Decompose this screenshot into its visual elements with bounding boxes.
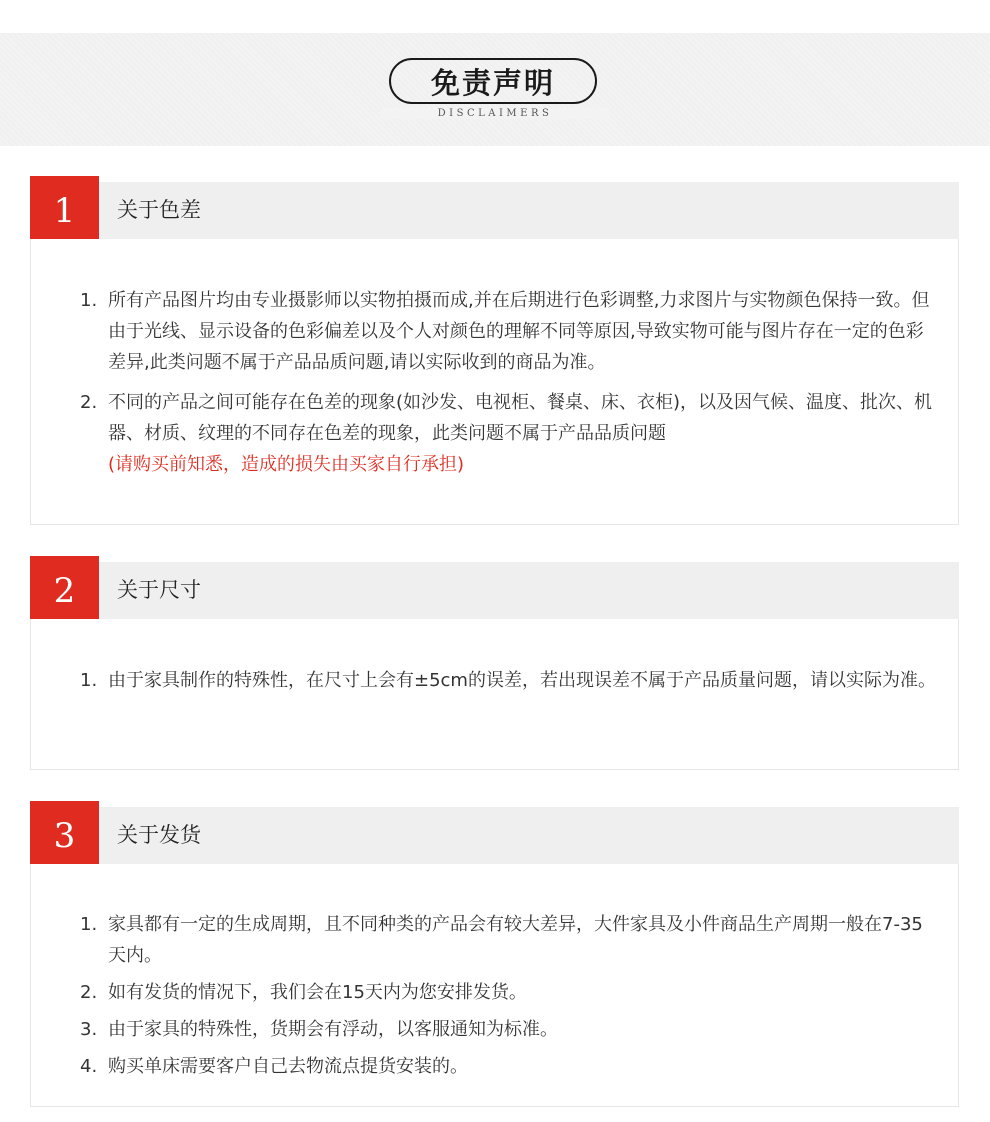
section-number-badge: 3	[30, 801, 99, 870]
purchase-warning-note: (请购买前知悉，造成的损失由买家自行承担)	[108, 454, 465, 475]
section-body	[30, 239, 959, 525]
section-title: 关于色差	[117, 198, 201, 222]
item-list	[80, 285, 940, 480]
section-shipping	[30, 801, 959, 1107]
list-item: 3. 由于家具的特殊性，货期会有浮动，以客服通知为标准。	[80, 1019, 558, 1040]
section-title: 关于尺寸	[117, 578, 201, 602]
page-title: 免责声明	[389, 58, 597, 104]
list-item: 2. 不同的产品之间可能存在色差的现象(如沙发、电视柜、餐桌、床、衣柜)，以及因气候、温度、批次、机器、材质、纹理的不同存在色差的现象，此类问题不属于产品品质问题 (请购买前知悉，造成的损失由买家自行承担)	[80, 392, 933, 475]
section-color-difference	[30, 176, 959, 525]
list-item: 1. 所有产品图片均由专业摄影师以实物拍摄而成,并在后期进行色彩调整,力求图片与实物颜色保持一致。但由于光线、显示设备的色彩偏差以及个人对颜色的理解不同等原因,导致实物可能与图片存在一定的色彩差异,此类问题不属于产品品质问题,请以实际收到的商品为准。	[80, 290, 930, 373]
section-body	[30, 864, 959, 1107]
section-title: 关于发货	[117, 823, 201, 847]
item-list	[80, 665, 940, 696]
section-number-badge: 1	[30, 176, 99, 245]
page-subtitle: DISCLAIMERS	[380, 108, 610, 119]
list-item: 4. 购买单床需要客户自己去物流点提货安装的。	[80, 1056, 468, 1077]
item-list	[80, 909, 940, 1082]
list-item: 1. 由于家具制作的特殊性，在尺寸上会有±5cm的误差，若出现误差不属于产品质量问题，请以实际为准。	[80, 670, 936, 691]
list-item: 2. 如有发货的情况下，我们会在15天内为您安排发货。	[80, 982, 527, 1003]
section-size	[30, 556, 959, 770]
section-header	[30, 801, 959, 870]
section-header	[30, 176, 959, 245]
section-body	[30, 619, 959, 770]
header-banner	[0, 33, 990, 146]
section-number-badge: 2	[30, 556, 99, 625]
list-item: 1. 家具都有一定的生成周期，且不同种类的产品会有较大差异，大件家具及小件商品生产周期一般在7-35天内。	[80, 914, 923, 966]
section-header	[30, 556, 959, 625]
